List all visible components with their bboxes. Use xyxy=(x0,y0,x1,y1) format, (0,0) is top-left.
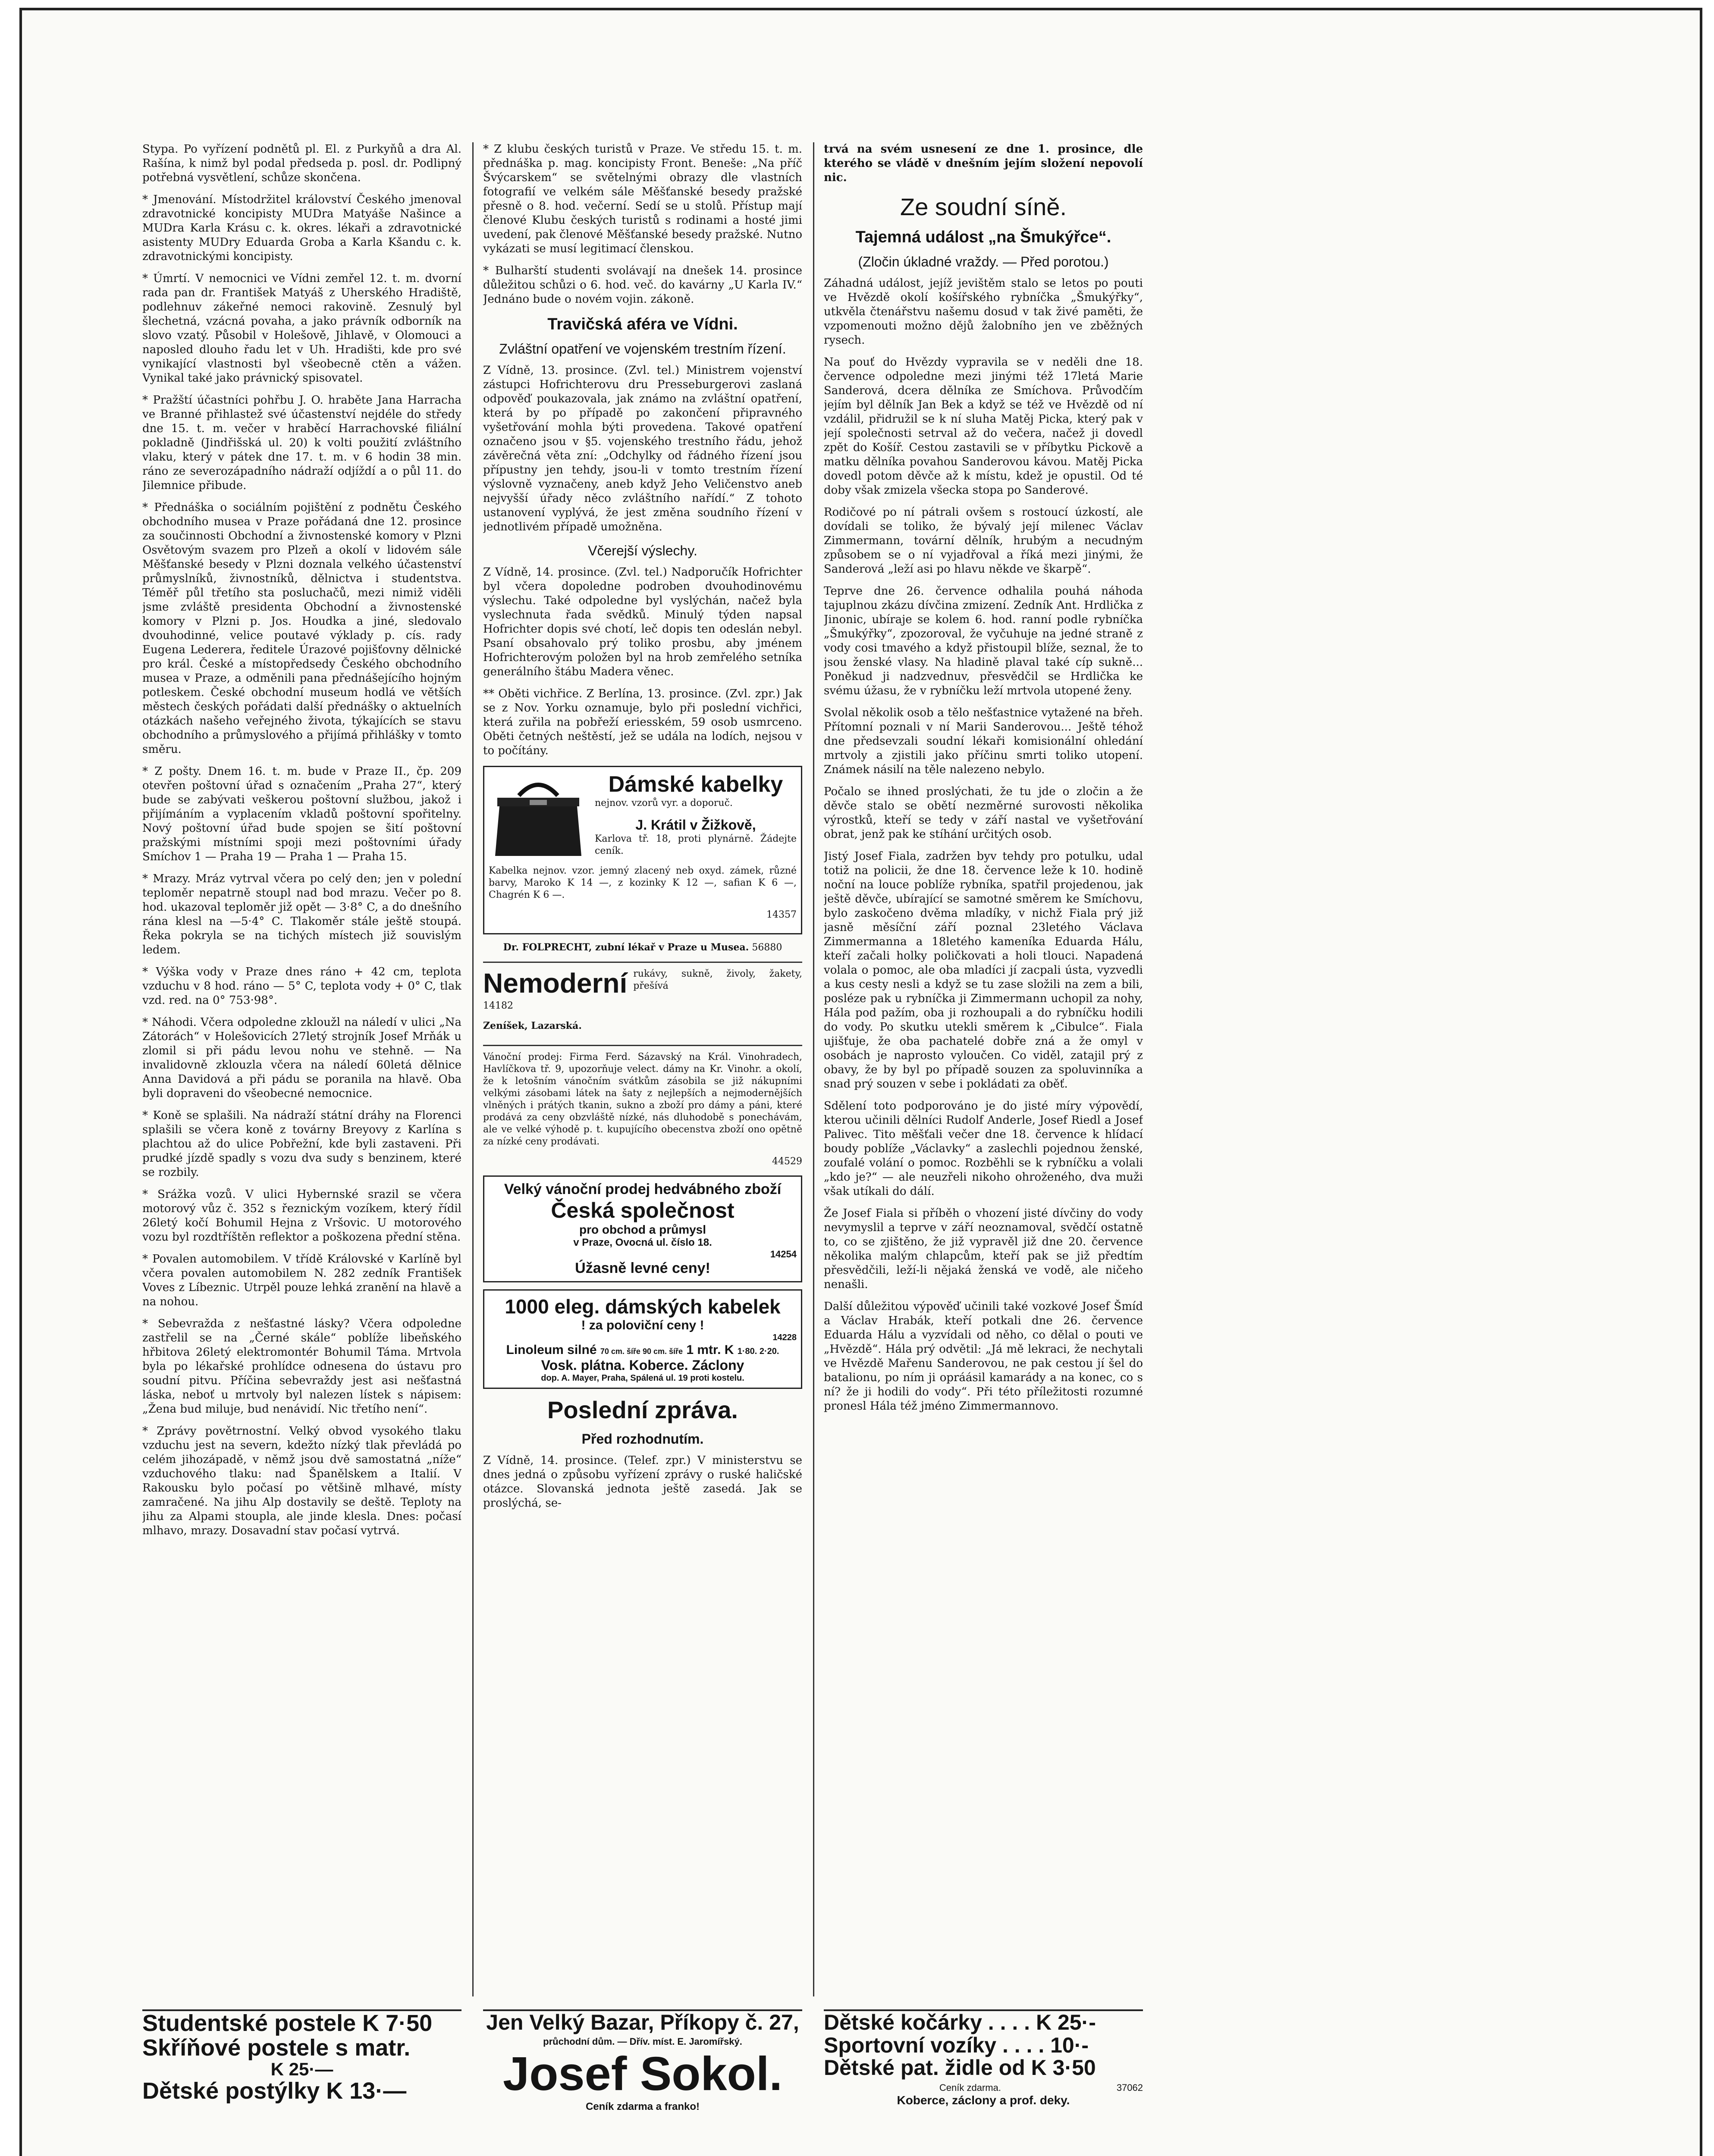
ad-text: Dr. FOLPRECHT, zubní lékař v Praze u Musea. xyxy=(503,942,749,953)
article-text: Z Vídně, 13. prosince. (Zvl. tel.) Ministrem vojenství zástupci Hofrichterovu dru Presseburgerovi zaslaná odpověď poukazovala, jak známo na zvláštní opatření, která by po případě po zakončení připravného vyšetřování mohla býti provedena. Takové opatření označeno jsou v §5. vojenského trestního řádu, jehož závěrečná věta zní: „Odchylky od řádného řízení jsou přípustny jen tehdy, jsou-li v tomto trestním řízení výslovně vyznačeny, aneb když Jeho Veličenstvo aneb nejvyšší úřady něco zvláštního nařídí.“ Z tohoto ustanovení vyplývá, že jest změna soudního řízení v jednotlivém případě umožněna. xyxy=(483,364,802,533)
ad-title: Dámské kabelky xyxy=(608,772,783,797)
ad-text: nejnov. vzorů vyr. a doporuč. xyxy=(595,798,733,808)
ad-number: 14357 xyxy=(766,909,797,920)
article-text: Počalo se ihned proslýchati, že tu jde o zločin a že děvče stalo se obětí nezměrné surovosti několika výrostků, kteří se tedy v září nastal ve vyšetřování obrat, jenž pak ke stíhání určitých osob. xyxy=(824,785,1143,841)
ad-bags-linoleum xyxy=(483,1289,802,1389)
article-text: * Srážka vozů. V ulici Hybernské srazil se včera motorový vůz č. 352 s řeznickým vozíkem, který řídil 26letý kočí Bohumil Hejna z Vršovic. U motorového vozu byl rozdtříštěn reflektor a poškozena přední stěna. xyxy=(142,1188,461,1244)
ad-handbags xyxy=(483,766,802,934)
ad-text: Kabelka nejnov. vzor. jemný zlacený neb oxyd. zámek, různé barvy, Maroko K 14 —, z kozinky K 12 —, safian K 6 —, Chagrén K 6 —. xyxy=(489,865,797,900)
ad-text: Dětské kočárky . . . . K 25·- xyxy=(824,2010,1096,2034)
ad-text: Sportovní vozíky . . . . 10·- xyxy=(824,2033,1089,2057)
ad-text: Úžasně levné ceny! xyxy=(575,1260,710,1276)
article-text: Na pouť do Hvězdy vypravila se v neděli dne 18. července odpoledne mezi jinými též 17letá Marie Sanderová, dcera dělníka ze Smíchova. Průvodčím jejím byl dělník Jan Bek a když se též ve Hvězdě od ní vzdálil, přidružil se k ní sluha Matěj Picka, který pak v její společnosti setrval až do večera, načež ji dovedl zpět do Košíř. Cestou zastavili se v příbytku Pickově a matku dělníka povahou Sanderovou kávou. Matěj Picka dovedl potom děvče až k místu, kdež je opustil. Od té doby však zmizela všecka stopa po Sanderové. xyxy=(824,356,1143,497)
rule xyxy=(483,1045,802,1046)
ad-text: 1·80. 2·20. xyxy=(737,1347,779,1356)
article-text: * Jmenování. Místodržitel království Českého jmenoval zdravotnické koncipisty MUDra Matyáše Našince a MUDra Karla Krásu c. k. okres. lékaři a zdravotnické asistenty MUDry Eduarda Groba a Karla Kšandu c. k. zdravotnickými koncipisty. xyxy=(142,193,461,263)
article-text: * Pražští účastníci pohřbu J. O. hraběte Jana Harracha ve Branné přihlastež své účastenství nejdéle do středy dne 15. t. m. večer v hraběcí Harrachovské filiální pokladně (Jindřišská ul. 20) k volti použití zvláštního vlaku, který v pátek dne 17. t. m. v 6 hodin 38 min. ráno ze severozápadního nádraží odjíždí a o půl 11. do Jilemnice přibude. xyxy=(142,394,461,492)
article-text: Stypa. Po vyřízení podnětů pl. El. z Purkyňů a dra Al. Rašína, k nimž byl podal předseda p. posl. dr. Podlipný potřebná vysvětlení, schůze skončena. xyxy=(142,143,461,184)
article-text: * Náhodi. Včera odpoledne zkloužl na náledí v ulici „Na Zátorách“ v Holešovicích 27letý strojník Josef Mrňák u zlomil si při pádu levou nohu ve stehně. — Na invalidovně zklouzla včera na náledí 60letá dělnice Anna Davidová a při pádu se poranila na hlavě. Oba byli dopraveni do všeobecné nemocnice. xyxy=(142,1016,461,1100)
ad-title: Nemoderní xyxy=(483,968,628,999)
ad-number: 14182 xyxy=(483,1000,513,1011)
ad-text: pro obchod a průmysl xyxy=(579,1223,706,1236)
article-text: Jistý Josef Fiala, zadržen byv tehdy pro potulku, udal totiž na policii, že dne 18. července leže k 10. hodině noční na louce poblíže rybníka, spatřil projedenou, jak ještě děvče, ubírající se samotné směrem ke Smíchovu, bylo zaskočeno dvěma mladíky, v nichž Fiala prý již jasně měsíční září poznal 23letého Václava Zimmermanna a 18letého kameníka Eduarda Hálu, kteří začali holky poličkovati a holi tlouci. Napadená volala o pomoc, ale oba mladíci jí zacpali ústa, vyzvedli a kus cesty nesli a když se tu zase složili na zem a bili, posléze pak u rybníčka ji Zimmermann uchopil za nohy, Hála pod pažím, oba ji rozhoupali a do rybníčku hodili do vody. Po skutku utekli směrem k „Cibulce“. Fiala ujišťuje, že oba pachatelé dobře zná a že omyl v osobách je naprosto vyloučen. Co viděl, zatajil prý z obavy, že by byl po případě souzen za spoluvinníka a snad prý souzen v sebe i pokládati za oběť. xyxy=(824,850,1143,1091)
column-divider xyxy=(813,142,814,1996)
article-text: Z Vídně, 14. prosince. (Telef. zpr.) V ministerstvu se dnes jedná o způsobu vyřízení zprávy o ruské haličské otázce. Slovanská jednota ještě zasedá. Jak se proslýchá, se- xyxy=(483,1454,802,1510)
ad-silk-sale xyxy=(483,1175,802,1282)
article-text: ** Oběti vichřice. Z Berlína, 13. prosince. (Zvl. zpr.) Jak se z Nov. Yorku oznamuje, bylo při poslední vichřici, která zuřila na pobřeží eriesském, 59 osob usmrceno. Oběti četných neštěstí, jež se udála na lodích, nejsou v to počítány. xyxy=(483,687,802,757)
article-text: * Z pošty. Dnem 16. t. m. bude v Praze II., čp. 209 otevřen poštovní úřad s označením „Praha 27“, který bude se zabývati veškerou poštovní službou, jakož i přijímáním a vyplacením vkladů poštovní spořitelny. Nový poštovní úřad bude spojen se šití poštovní pražskými místními spoji mezi poštovními úřady Smíchov 1 — Praha 19 — Praha 1 — Praha 15. xyxy=(142,765,461,863)
headline: Tajemná událost „na Šmukýřce“. xyxy=(855,228,1111,246)
article-text: * Výška vody v Praze dnes ráno + 42 cm, teplota vzduchu v 8 hod. ráno — 5° C, teplota vody + 0° C, tlak vzd. red. na 0° 753·98°. xyxy=(142,965,461,1007)
article-text: Rodičové po ní pátrali ovšem s rostoucí úzkostí, ale dovídali se toliko, že bývalý její milenec Václav Zimmermann, tovární dělník, hrubým a necudným způsobem se o ní vyjadřoval a říká mezi jinými, že Sanderová „leží asi po hlavu někde ve škarpě“. xyxy=(824,506,1143,576)
ad-text: Vánoční prodej: Firma Ferd. Sázavský na Král. Vinohradech, Havlíčkova tř. 9, upozorňuje velect. dámy na Kr. Vinohr. a okolí, že k letošním vánočním svátkům zásobila se již nákupními velkými zásobami látek na šaty z nejlepších a nejmodernějších vlněných i prátých tkanin, sukno a zboží pro dámy a páni, které prodává za ceny obzvláště nízké, nás dluhodobě s ponechávám, ale ve velké výhodě p. t. kupujícího obecenstva zboží ono opětně za nízké ceny prodávati. xyxy=(483,1052,802,1147)
ad-text: Koberce, záclony a prof. deky. xyxy=(897,2093,1070,2107)
column-1 xyxy=(142,142,461,1996)
article-text: * Sebevražda z nešťastné lásky? Včera odpoledne zastřelil se na „Černé skále“ poblíže libeňského hřbitova 26letý elektromontér Bohumil Táma. Mrtvola byla po lékařské prohlídce odnesena do ústavu pro soudní pitvu. Příčina sebevraždy jest asi nešťastná láska, neboť u mrtvoly byl nalezen lístek s nápisem: „Žena bud miluje, bud nenávidí. Nic třetího není“. xyxy=(142,1317,461,1416)
ad-number: 14254 xyxy=(770,1249,797,1260)
ad-text: Vosk. plátna. Koberce. Záclony xyxy=(541,1357,744,1373)
subheadline: Zvláštní opatření ve vojenském trestním řízení. xyxy=(499,341,786,357)
article-text: * Úmrtí. V nemocnici ve Vídni zemřel 12. t. m. dvorní rada pan dr. František Matyáš z Uherského Hradiště, podlehnuv zákeřné nemoci rakovině. Zesnulý byl šlechetná, vzácná povaha, a jako právník odborník na slovo vzatý. Působil v Holešově, Jihlavě, v Olomouci a naposled dlouho řadu let v Uh. Hradišti, kde pro své vynikající vlastnosti byl všeobecně ctěn a vážen. Vynikal také jako právnický spisovatel. xyxy=(142,272,461,385)
ad-tailor xyxy=(483,968,802,1040)
subheadline: Před rozhodnutím. xyxy=(581,1431,704,1447)
article-text: Další důležitou výpověď učinili také vozkové Josef Šmíd a Václav Hrabák, kteří potkali dne 26. července Eduarda Hálu a vyzvídali od něho, co dělal o pouti ve „Hvězdě“. Hála prý odvětil: „Já mě lekraci, že nechytali ve Hvězdě Mařenu Sanderovou, ne pak cestou jí šel do batalionu, po ním ji opráásil kamarády a na konec, co s ní? že ji hodili do vody“. Při této příležitosti rozumné pronesl Hála též jméno Zimmermannovo. xyxy=(824,1300,1143,1413)
article-text: * Bulharští studenti svolávají na dnešek 14. prosince důležitou schůzi o 6. hod. več. do kavárny „U Karla IV.“ Jednáno bude o novém vojin. zákoně. xyxy=(483,264,802,306)
article-text: Svolal několik osob a tělo nešťastnice vytažené na břeh. Přítomní poznali v ní Marii Sanderovou... Ještě téhož dne předsevzali soudní lékaři komisionální ohledání mrtvoly a zjistili jako příčinu smrti toliko utopení. Známek násilí na těle nalezeno nebylo. xyxy=(824,706,1143,776)
column-3 xyxy=(824,142,1143,1996)
ad-number: 14228 xyxy=(772,1333,797,1342)
ad-number: 44529 xyxy=(772,1156,802,1167)
subheadline: Včerejší výslechy. xyxy=(588,543,697,558)
ad-number: 56880 xyxy=(752,942,782,953)
ad-number: 37062 xyxy=(1116,2082,1143,2093)
subheadline: (Zločin úkladné vraždy. — Před porotou.) xyxy=(858,254,1109,270)
ad-text: ! za poloviční ceny ! xyxy=(581,1318,704,1332)
ad-text: rukávy, sukně, živoly, žakety, přešívá xyxy=(633,968,802,991)
ad-bazar xyxy=(483,2009,802,2123)
ad-text xyxy=(489,1343,797,1357)
ad-prams xyxy=(824,2009,1143,2123)
newspaper-page xyxy=(142,142,1143,2156)
article-text: * Mrazy. Mráz vytrval včera po celý den; jen v polední teploměr nepatrně stoupl nad bod mrazu. Večer po 8. hod. ukazoval teploměr již opět — 3·8° C, a do dnešního rána klesl na —5·4° C. Tlakoměr stále ještě stoupá. Řeka pokryla se na tichých místech již souvislým ledem. xyxy=(142,872,461,956)
article-text: * Z klubu českých turistů v Praze. Ve středu 15. t. m. přednáška p. mag. koncipisty Front. Beneše: „Na příč Švýcarskem“ se světelnými obrazy dle vlastních fotografií ve velkém sále Měšťanské besedy pražské přesně o 8. hod. večerní. Sedí se u stolů. Přístup mají členové Klubu českých turistů s rodinami a hosté jimi uvedení, pak členové Měšťanské besedy pražské. Nutno vykázati se musí legitimací členskou. xyxy=(483,143,802,255)
ad-title: Česká společnost xyxy=(551,1198,735,1222)
column-divider xyxy=(472,142,474,1996)
ad-text: Ceník zdarma. xyxy=(939,2082,1001,2093)
ad-text: v Praze, Ovocná ul. číslo 18. xyxy=(573,1237,712,1248)
ad-text: Velký vánoční prodej hedvábného zboží xyxy=(504,1181,782,1197)
ad-text: Karlova tř. 18, proti plynárně. Žádejte ceník. xyxy=(595,834,797,856)
article-text: * Přednáška o sociálním pojištění z podnětu Českého obchodního musea v Praze pořádaná dne 12. prosince za součinnosti Obchodní a živnostenské komory v Plzni Osvětovým svazem pro Plzeň a okolí v lidovém sále Měšťanské besedy v Plzni doznala velkého účastenství průmyslníků, živnostníků, dělnictva i studentstva. Téměř půl třetího sta posluchačů, mezi nimiž viděli jsme zvláště presidenta Obchodní a živnostenské komory v Plzni p. Jos. Houdka a jiné, sledovalo dvouhodinné, velice poutavé výklady p. cís. rady Eugena Lederera, ředitele Úrazové pojišťovny dělnické pro král. České a místopředsedy Českého obchodního musea v Praze, a odměnili pana přednášejícího hojným potleskem. České obchodní museum hodlá ve větších městech českých pořádati další přednášky o aktuelních otázkách našeho veřejného života, týkajících se stavu obchodního a průmyslového a přijímá přihlášky v tomto směru. xyxy=(142,501,461,756)
ad-text: průchodní dům. — Dřív. míst. E. Jaromířský. xyxy=(543,2036,742,2047)
headline: Travičská aféra ve Vídni. xyxy=(547,315,738,333)
ad-company: J. Krátil v Žižkově, xyxy=(635,817,756,833)
ad-text: Jen Velký Bazar, Příkopy č. 27, xyxy=(486,2010,799,2034)
column-2 xyxy=(483,142,802,1996)
article-text: Že Josef Fiala si příběh o vhození jisté dívčiny do vody nevymyslil a teprve v září neoznamoval, svědčí ostatně to, co se zjištěno, že již vypravěl již dne 20. července několika malým chlapcům, kteří pak se již předtím přesvědčili, leží-li nějaká ženská ve vodě, ale ničeho nenašli. xyxy=(824,1207,1143,1291)
article-text: * Koně se splašili. Na nádraží státní dráhy na Florenci splašili se včera koně z továrny Breyovy z Karlína s plachtou až do ulice Pobřežní, kde byli zastaveni. Při prudké jízdě spadly s vozu dva sudy s benzinem, které se rozbily. xyxy=(142,1109,461,1179)
ad-text: Zeníšek, Lazarská. xyxy=(483,1020,582,1031)
article-text: Sdělení toto podporováno je do jisté míry výpovědí, kterou učinili dělníci Rudolf Anderle, Josef Riedl a Josef Palivec. Tito měšťali večer dne 18. července k hlídací boudy poblíže „Václavky“ a zaslechli pojednou ženské, zoufalé volání o pomoc. Rozběhli se k rybníčku a volali „kdo je?“ — ale neuzřeli nikoho ohroženého, dva muži však utíkali do dálí. xyxy=(824,1100,1143,1198)
ad-text: 1 mtr. K xyxy=(686,1343,734,1357)
article-text: Z Vídně, 14. prosince. (Zvl. tel.) Nadporučík Hofrichter byl včera dopoledne podroben dvouhodinovému výslechu. Také odpoledne byl vyslýchán, načež byla vyslechnuta řada svědků. Minulý týden napsal Hofrichter dopis své chotí, leč dopis ten odeslán nebyl. Psaní obsahovalo prý toliko prosbu, aby jménem Hofrichterovým položen byl na hrob zemřelého setníka generálního štábu Madera věnec. xyxy=(483,566,802,678)
article-text: trvá na svém usnesení ze dne 1. prosince, dle kterého se vládě v dnešním jejím složení nepovolí nic. xyxy=(824,143,1143,184)
rule xyxy=(483,962,802,963)
article-text: * Povalen automobilem. V třídě Královské v Karlíně byl včera povalen automobilem N. 282 zedník František Voves z Líbeznic. Utrpěl pouze lehká zranění na hlavě a na nohou. xyxy=(142,1253,461,1308)
ad-dentist xyxy=(483,941,802,954)
ad-text: 70 cm. šíře 90 cm. šíře xyxy=(600,1347,683,1356)
ad-title: Josef Sokol. xyxy=(503,2047,782,2100)
ad-beds xyxy=(142,2009,461,2123)
ad-title: 1000 eleg. dámských kabelek xyxy=(505,1295,781,1318)
article-text: Teprve dne 26. července odhalila pouhá náhoda tajuplnou zkázu dívčina zmizení. Zedník Ant. Hrdlička z Jinonic, ubíraje se kolem 6. hod. ranní podle rybníčka „Šmukýřky“, zpozoroval, že vyčuhuje na jedné straně z vody cosi tmavého a když přistoupil blíže, seznal, že to jsou ženské vlasy. Na hladině plaval také cíp sukně... Poněkud ji nadzvednuv, přesvědčil se Hrdlička ke svému úžasu, že v rybníčku leží mrtvola utopené ženy. xyxy=(824,585,1143,697)
ad-text: Dětské postýlky K 13·— xyxy=(142,2078,407,2104)
ad-text: K 25·— xyxy=(270,2059,333,2080)
ad-text: Studentské postele K 7·50 xyxy=(142,2010,433,2036)
ad-text: dop. A. Mayer, Praha, Spálená ul. 19 proti kostelu. xyxy=(541,1373,744,1383)
article-text: Záhadná událost, jejíž jevištěm stalo se letos po pouti ve Hvězdě okolí košířského rybníčka „Šmukýřky“, utkvěla čtenářstvu našemu dosud v tak živé paměti, že vzpomenouti možno dějů žalobního jen ve zběžných rysech. xyxy=(824,277,1143,347)
handbag-illustration xyxy=(489,774,588,860)
ad-text: Skříňové postele s matr. xyxy=(142,2034,411,2061)
ad-text: Dětské pat. židle od K 3·50 xyxy=(824,2056,1096,2080)
article-text: * Zprávy povětrnostní. Velký obvod vysokého tlaku vzduchu jest na severn, kdežto nízký tlak převládá po celém jihozápadě, v němž jsou dvě samostatná „níže“ vzduchového tlaku: nad Španělskem a Italií. V Rakousku bylo počasí po většině mlhavé, místy zamračené. Na jihu Alp dostavily se deště. Teploty na jihu za Alpami stoupla, ale jinde klesla. Dnes: počasí mlhavo, mrazy. Dosavadní stav počasí vytrvá. xyxy=(142,1425,461,1537)
headline: Ze soudní síně. xyxy=(900,193,1067,220)
headline: Poslední zpráva. xyxy=(547,1396,738,1423)
ad-text: Linoleum silné xyxy=(506,1343,597,1357)
ad-text: Ceník zdarma a franko! xyxy=(585,2101,700,2113)
